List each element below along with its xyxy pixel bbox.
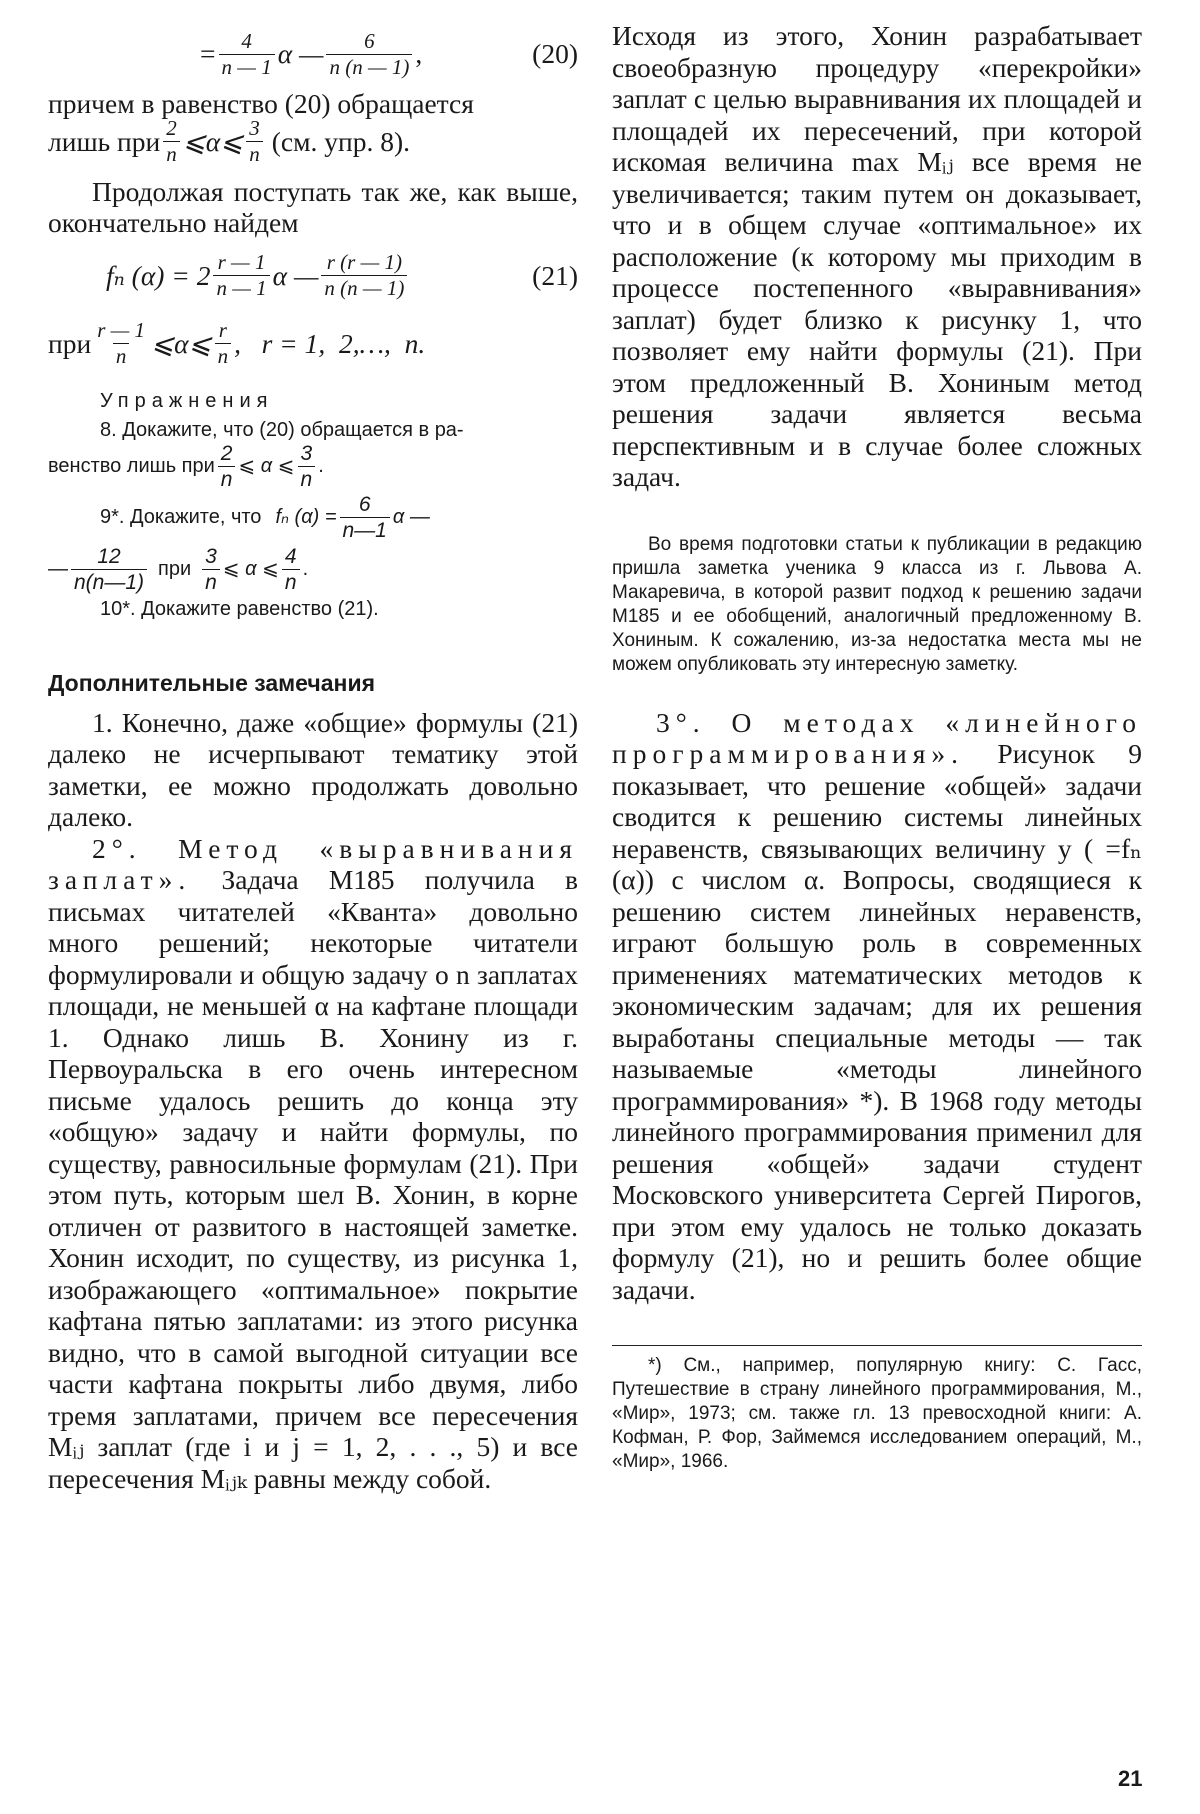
text: 9*. Докажите, что — [100, 506, 262, 528]
eq-lhs: fₙ (α) = — [275, 506, 337, 528]
fraction — [215, 320, 232, 367]
inequality: ⩽ α ⩽ — [222, 558, 279, 580]
denominator: n — [282, 569, 300, 593]
numerator: 4 — [241, 28, 252, 53]
denominator: n — [215, 343, 232, 367]
denominator: n — 1 — [213, 275, 269, 299]
paragraph: причем в равенство (20) обращается — [48, 88, 474, 119]
text: при — [48, 327, 92, 359]
numerator: 2 — [166, 116, 177, 140]
eq-term: α — — [277, 38, 324, 69]
denominator: n—1 — [340, 517, 390, 541]
equation-label: (20) — [532, 38, 578, 69]
equation-label: (21) — [532, 259, 578, 291]
denominator: n — [246, 141, 263, 165]
remark-1: 1. Конечно, даже «общие» формулы (21) далеко не исчерпывают тематику этой заметки, ее можно продолжать довольно далеко. — [48, 706, 578, 832]
numerator: 4 — [284, 545, 297, 568]
text: , r = 1, 2,…, n. — [234, 327, 426, 359]
text: . — [318, 455, 324, 477]
fraction — [71, 546, 147, 593]
numerator: 6 — [358, 493, 371, 516]
eq-term: α — — [392, 506, 430, 528]
numerator: r — 1 — [97, 318, 146, 342]
remark-3-heading: 3°. О методах «линейного программирования». — [612, 706, 1142, 769]
fraction — [340, 494, 390, 541]
inequality: ⩽ α ⩽ — [238, 455, 295, 477]
inequality: ⩽α⩽ — [182, 125, 244, 157]
remark-2 — [48, 833, 578, 1495]
denominator: n(n—1) — [71, 569, 147, 593]
fraction — [321, 252, 407, 299]
numerator: r — 1 — [217, 250, 266, 274]
denominator: n — [202, 569, 220, 593]
numerator: 3 — [249, 116, 260, 140]
inequality: ⩽α⩽ — [151, 327, 212, 359]
fraction — [163, 118, 180, 165]
fraction — [282, 546, 300, 593]
text: (см. упр. 8). — [271, 125, 411, 157]
footnote: *) См., например, популярную книгу: С. Гасс, Путешествие в страну линейного программирования, М., «Мир», 1973; см. также гл. 13 превосходной книги: А. Кофман, Р. Фор, Займемся исследованием операций, М., «Мир», 1966. — [612, 1355, 1142, 1472]
equation-20 — [48, 20, 578, 88]
denominator: n (n — 1) — [326, 54, 412, 78]
fraction — [202, 546, 220, 593]
eq-sign: = — [200, 38, 216, 69]
equation-21 — [48, 239, 578, 313]
numerator: 2 — [220, 442, 233, 465]
remark-3-body: Рисунок 9 показывает, что решение «общей» задачи сводится к решению системы линейных неравенств, связывающих величину y ( =fₙ (α)) с числом α. Вопросы, сводящиеся к решению систем линейных неравенств, играют большую роль в современных применениях математических методов к экономическим задачам; для их решения выработаны специальные методы — так называемые «методы линейного программирования» *). В 1968 году методы линейного программирования применил для решения «общей» задачи студент Московского университета Сергей Пирогов, при этом ему удалось не только доказать формулу (21), но и решить более общие задачи. — [612, 738, 1143, 1305]
numerator: r (r — 1) — [326, 250, 403, 274]
fraction — [246, 118, 263, 165]
left-column — [48, 20, 578, 1494]
numerator: 3 — [300, 442, 313, 465]
fraction — [298, 443, 316, 490]
paragraph-continued: Исходя из этого, Хонин разрабатывает своеобразную процедуру «перекройки» заплат с целью выравнивания их площадей и площадей их пересечений, при которой искомая величина max Mᵢⱼ все время не увеличивается; таким путем он доказывает, что и в общем случае «оптимальное» их расположение (к которому мы приходим в процессе постепенного «выравнивания» заплат) будет близко к рисунку 1, что позволяет ему найти формулы (21). При этом предложенный В. Хониным метод решения задачи является весьма перспективным и в случае более сложных задач. — [612, 20, 1142, 492]
text: венство лишь при — [48, 455, 215, 477]
text: . — [302, 558, 309, 580]
paragraph: Продолжая поступать так же, как выше, окончательно найдем — [48, 175, 578, 238]
fraction — [326, 28, 412, 79]
denominator: n — [113, 343, 130, 367]
exercise-8-cont — [48, 443, 578, 491]
inline-condition — [48, 116, 578, 166]
remark-2-heading: 2°. Метод «выравнивания заплат». — [48, 832, 578, 895]
denominator: n — [298, 466, 316, 490]
denominator: n (n — 1) — [321, 275, 407, 299]
fraction — [218, 443, 236, 490]
numerator: 3 — [205, 545, 217, 568]
fraction — [219, 28, 275, 79]
denominator: n — [218, 466, 236, 490]
eq-lhs: fₙ (α) = 2 — [106, 259, 211, 291]
numerator: r — [218, 318, 227, 342]
page-number: 21 — [1118, 1766, 1143, 1791]
editorial-note: Во время подготовки статьи к публикации в редакцию пришла заметка ученика 9 класса из г. Львова А. Макаревича, в которой развит подход к решению задачи М185 и ее обобщений, аналогичный предложенному В. Хониным. К сожалению, из-за недостатка места мы не можем опубликовать эту интересную заметку. — [612, 533, 1142, 675]
fraction — [94, 320, 148, 367]
exercises-title: Упражнения — [100, 389, 274, 412]
text: — — [48, 558, 68, 580]
condition-21 — [48, 313, 578, 375]
right-column — [612, 20, 1142, 1474]
footnote-divider — [612, 1345, 1142, 1346]
exercise-8: 8. Докажите, что (20) обращается в ра- — [100, 418, 464, 441]
eq-comma: , — [415, 38, 423, 69]
remark-3 — [612, 707, 1142, 1306]
text: при — [158, 558, 192, 580]
numerator: 12 — [97, 545, 121, 568]
remark-2-body: Задача М185 получила в письмах читателей «Кванта» довольно много решений; некоторые читатели формулировали и общую задачу о n заплатах площади, не меньшей α на кафтане площади 1. Однако лишь В. Хонину из г. Первоуральска в его очень интересном письме удалось решить до конца эту «общую» задачу и найти формулы, по существу, равносильные формулам (21). При этом путь, которым шел В. Хонин, в корне отличен от развитого в настоящей заметке. Хонин исходит, по существу, из рисунка 1, изображающего «оптимальное» покрытие кафтана пятью заплатами: из этого рисунка видно, что в самой выгодной ситуации все части кафтана покрыты либо двумя, либо тремя заплатами, причем все пересечения Mᵢⱼ заплат (где i и j = 1, 2, . . ., 5) и все пересечения Mᵢⱼₖ равны между собой. — [48, 864, 579, 1494]
numerator: 6 — [364, 28, 375, 53]
exercise-9-cont — [48, 545, 578, 595]
section-heading: Дополнительные замечания — [48, 669, 375, 696]
exercise-9 — [48, 491, 578, 545]
eq-term: α — — [272, 259, 319, 291]
fraction — [213, 252, 269, 299]
exercise-10: 10*. Докажите равенство (21). — [100, 597, 379, 620]
denominator: n — [163, 141, 180, 165]
denominator: n — 1 — [219, 54, 275, 78]
text: лишь при — [48, 125, 161, 157]
